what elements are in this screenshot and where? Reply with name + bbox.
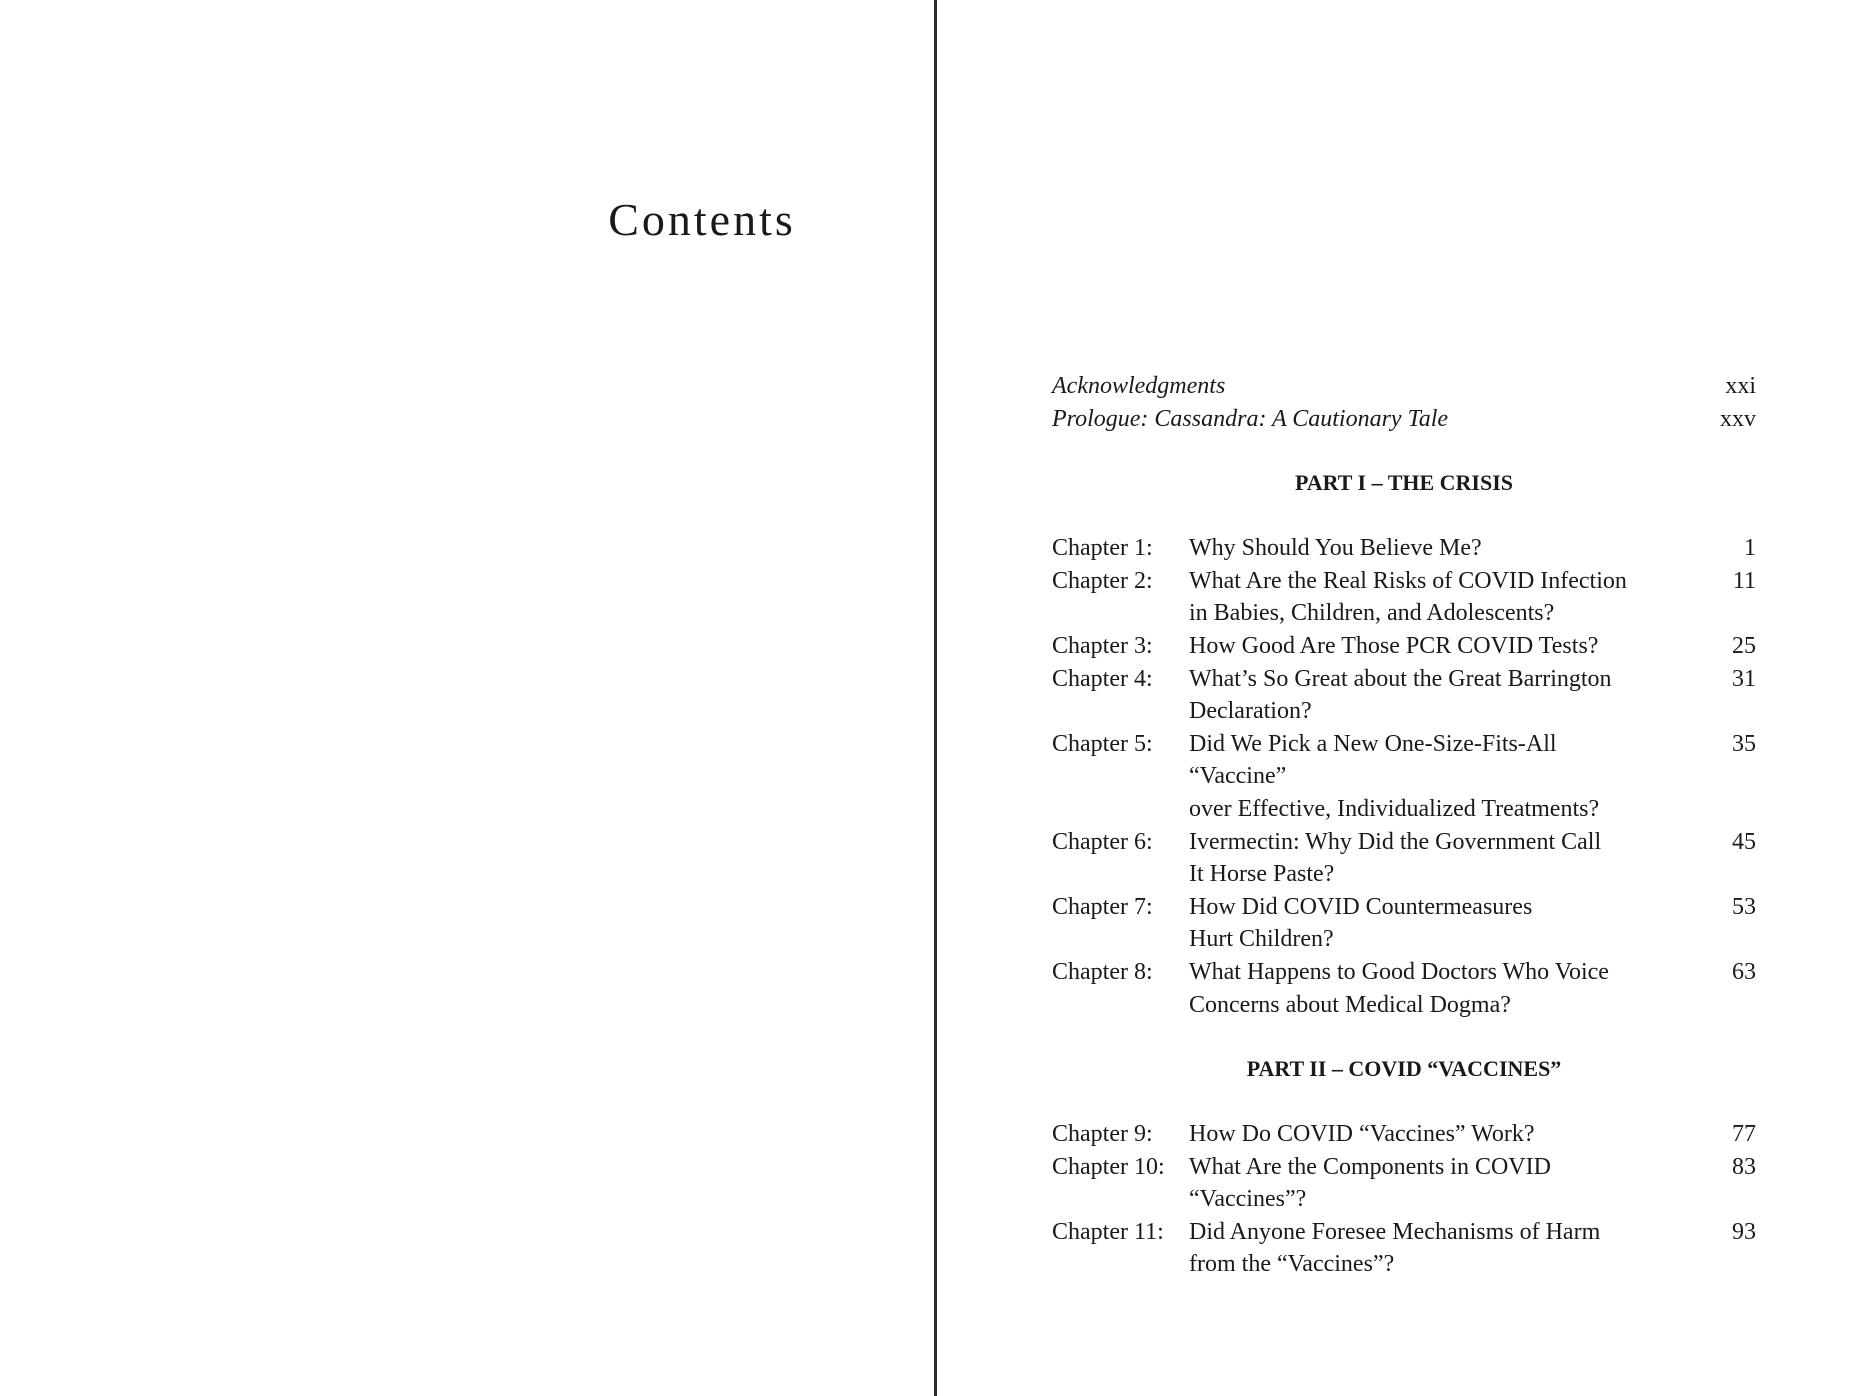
chapter-label: Chapter 9: [1052,1121,1153,1148]
chapter-title-line: from the “Vaccines”? [1189,1251,1395,1278]
toc-entry-prologue[interactable] [1052,403,1756,436]
toc-page-number: 83 [1732,1153,1756,1180]
toc-page-number: 11 [1732,567,1756,594]
chapter-title [1189,663,1696,728]
page-title: Contents [608,194,796,245]
toc-entry-chapter-7[interactable] [1052,891,1756,956]
chapter-title [1189,728,1696,826]
toc-entry-chapter-8[interactable] [1052,956,1756,1021]
part-heading-1: PART I – THE CRISIS [1294,470,1514,496]
chapter-title-line: What Are the Components in COVID [1189,1153,1551,1180]
toc-page-number: 63 [1732,958,1756,985]
toc-page-number: 53 [1732,893,1756,920]
chapter-label: Chapter 6: [1052,828,1153,855]
chapter-title-line: Hurt Children? [1189,926,1334,953]
toc-page-number: 35 [1732,730,1756,757]
toc-entry-chapter-6[interactable] [1052,826,1756,891]
chapter-title-line: in Babies, Children, and Adolescents? [1189,600,1555,627]
toc-page-number: xxv [1720,405,1756,432]
chapter-title-line: How Good Are Those PCR COVID Tests? [1189,632,1599,659]
chapter-title [1189,956,1696,1021]
chapter-title-line: Concerns about Medical Dogma? [1189,991,1511,1018]
chapter-label: Chapter 2: [1052,567,1153,594]
toc-entry-chapter-5[interactable] [1052,728,1756,826]
toc-page-number: 77 [1732,1121,1756,1148]
toc-page-number: xxi [1725,373,1756,399]
part-heading-2: PART II – COVID “VACCINES” [1246,1056,1562,1082]
chapter-title-line: How Do COVID “Vaccines” Work? [1189,1121,1535,1148]
chapter-title [1189,891,1696,956]
toc-page-number: 31 [1732,665,1756,692]
toc-page-number: 25 [1732,632,1756,659]
toc-entry-chapter-9[interactable] [1052,1118,1756,1151]
toc-entry-chapter-11[interactable] [1052,1216,1756,1281]
chapter-title-line: What Are the Real Risks of COVID Infection [1189,567,1627,594]
toc-entry-chapter-1[interactable] [1052,532,1756,565]
table-of-contents [1052,370,1756,1281]
chapter-title [1189,630,1696,663]
chapter-title-line: How Did COVID Countermeasures [1189,893,1533,920]
chapter-title [1189,1118,1696,1151]
toc-entry-chapter-2[interactable] [1052,565,1756,630]
chapter-title-line: Did We Pick a New One-Size-Fits-All “Vaccine” [1189,730,1557,790]
toc-entry-title: Acknowledgments [1052,373,1226,399]
chapter-title [1189,532,1696,565]
chapter-label: Chapter 4: [1052,665,1153,692]
chapter-title [1189,1216,1696,1281]
chapter-title [1189,1151,1696,1216]
chapter-title [1189,826,1696,891]
chapter-label: Chapter 7: [1052,893,1153,920]
toc-entry-chapter-3[interactable] [1052,630,1756,663]
toc-page-number: 93 [1732,1218,1756,1245]
chapter-label: Chapter 1: [1052,535,1153,562]
chapter-title-line: It Horse Paste? [1189,861,1335,888]
chapter-label: Chapter 8: [1052,958,1153,985]
toc-entry-chapter-4[interactable] [1052,663,1756,728]
toc-entry-title: Prologue: Cassandra: A Cautionary Tale [1052,405,1449,432]
chapter-label: Chapter 3: [1052,632,1153,659]
toc-entry-acknowledgments[interactable] [1052,370,1756,403]
chapter-title-line: “Vaccines”? [1189,1186,1307,1213]
toc-page-number: 1 [1744,535,1756,562]
chapter-title-line: over Effective, Individualized Treatments? [1189,795,1600,822]
chapter-title-line: Ivermectin: Why Did the Government Call [1189,828,1602,855]
chapter-label: Chapter 10: [1052,1153,1165,1180]
chapter-label: Chapter 5: [1052,730,1153,757]
chapter-title-line: Did Anyone Foresee Mechanisms of Harm [1189,1218,1601,1245]
chapter-title-line: Why Should You Believe Me? [1189,535,1482,562]
chapter-title [1189,565,1696,630]
chapter-title-line: What Happens to Good Doctors Who Voice [1189,958,1609,985]
chapter-title-line: What’s So Great about the Great Barrington [1189,665,1612,692]
toc-entry-chapter-10[interactable] [1052,1151,1756,1216]
chapter-label: Chapter 11: [1052,1218,1164,1245]
toc-page-number: 45 [1732,828,1756,855]
chapter-title-line: Declaration? [1189,698,1312,725]
